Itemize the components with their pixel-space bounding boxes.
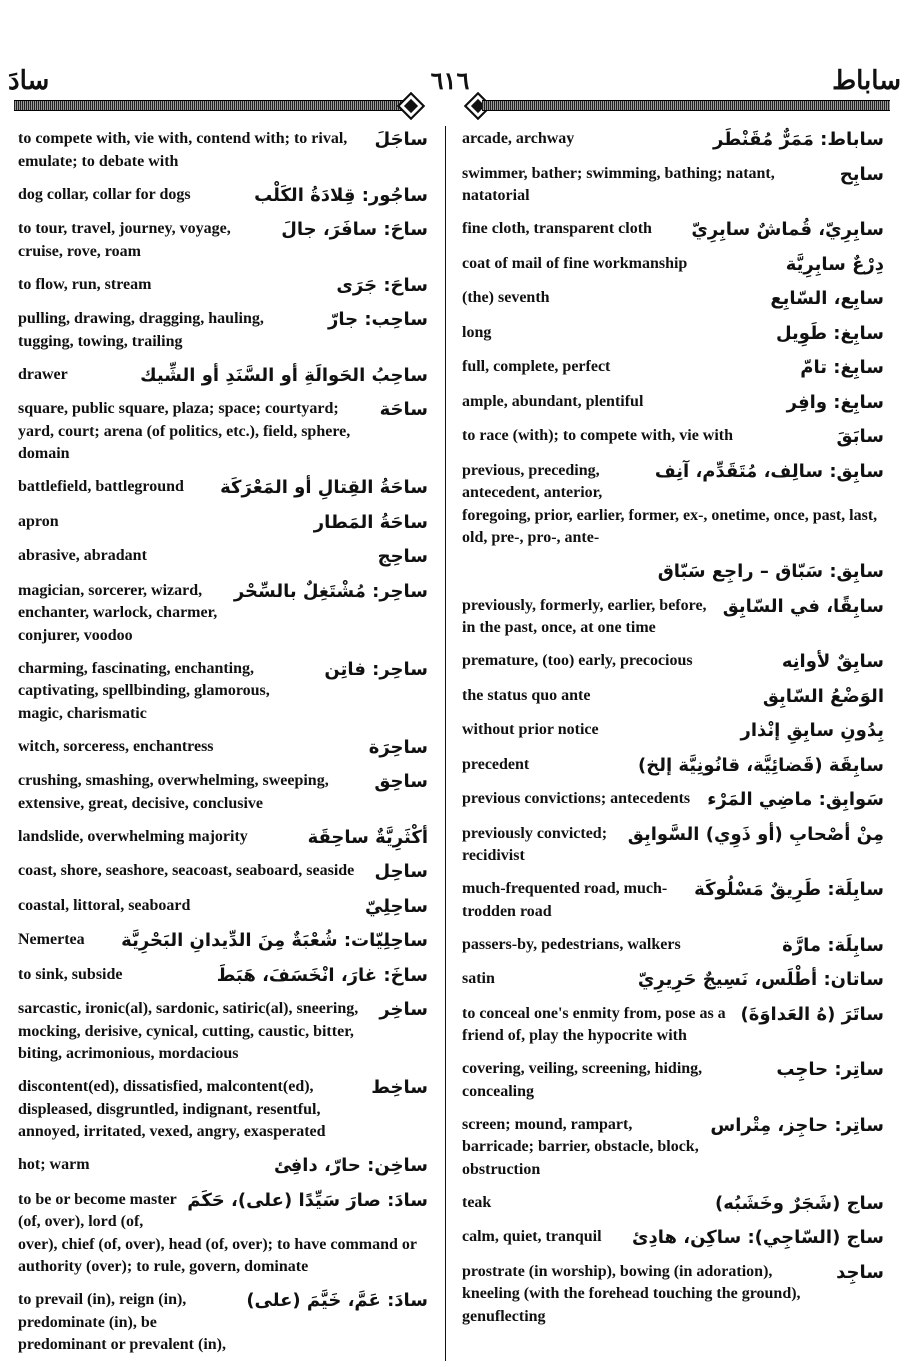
dictionary-entry — [462, 253, 884, 277]
english-definition: landslide, overwhelming majority — [18, 827, 248, 845]
english-definition: to be or become master (of, over), lord (of, over), chief (of, over), head (of, over); to have command or authority (over); to rule, govern, dominate — [18, 1190, 417, 1275]
english-definition: arcade, archway — [462, 130, 575, 147]
dictionary-entry — [18, 1076, 428, 1144]
dictionary-entry — [462, 425, 884, 449]
arabic-headword: ساتِر: حاجِز، مِتْراس — [710, 1114, 884, 1136]
english-definition: to conceal one's enmity from, pose as a friend of, play the hypocrite with — [462, 1004, 726, 1044]
english-definition: (the) seventh — [462, 289, 550, 306]
english-definition: the status quo ante — [462, 686, 591, 704]
arabic-headword: ساحَ: سافَرَ، جالَ — [281, 219, 428, 240]
arabic-headword: سابِغ: طَوِيل — [775, 322, 884, 344]
arabic-headword: سابِرِيّ، قُماشٌ سابِرِيّ — [691, 219, 884, 240]
arabic-headword: سابِقَة (قَضائِيَّة، قانُونِيَّة إلخ) — [638, 754, 884, 776]
english-definition: pulling, drawing, dragging, hauling, tugging, towing, trailing — [18, 310, 264, 350]
english-definition: battlefield, battleground — [18, 478, 184, 495]
header-rule-left — [14, 100, 406, 111]
arabic-headword: ساحَةُ المَطار — [313, 511, 428, 533]
dictionary-entry — [462, 719, 884, 743]
arabic-headword: ساخَ: غارَ، انْخَسَفَ، هَبَطَ — [216, 964, 428, 986]
dictionary-entry — [462, 218, 884, 242]
english-definition: full, complete, perfect — [462, 358, 611, 375]
english-definition: drawer — [18, 365, 68, 383]
arabic-headword: ساج (شَجَرٌ وخَشَبُه) — [714, 1192, 884, 1214]
arabic-headword: ساحِق — [374, 771, 428, 792]
english-definition: much-frequented road, much-trodden road — [462, 880, 668, 920]
arabic-headword: مِنْ أصْحابِ (أو ذَوِي) السَّوابِق — [627, 823, 884, 845]
english-definition: previous, preceding, antecedent, anterior, foregoing, prior, earlier, former, ex-, onetime, once, past, last, old, pre-, pro-, ante- — [462, 461, 878, 546]
right-column — [462, 128, 884, 1339]
english-definition: precedent — [462, 755, 530, 773]
dictionary-entry — [18, 545, 428, 569]
dictionary-entry — [462, 968, 884, 992]
dictionary-entry — [462, 685, 884, 709]
english-definition: prostrate (in worship), bowing (in adoration), kneeling (with the forehead touching the ground), genuflecting — [462, 1262, 801, 1325]
arabic-headword: سابِقٌ لأوانِه — [781, 651, 884, 672]
english-definition: apron — [18, 512, 59, 530]
english-definition: to compete with, vie with, contend with; to rival, emulate; to debate with — [18, 130, 348, 170]
arabic-headword: ساحِب: جارّ — [327, 309, 428, 330]
dictionary-entry — [18, 511, 428, 535]
dictionary-entry — [18, 184, 428, 208]
dictionary-entry — [18, 736, 428, 760]
dictionary-entry — [462, 823, 884, 868]
english-definition: coastal, littoral, seaboard — [18, 896, 191, 914]
dictionary-entry — [18, 476, 428, 500]
english-definition: ample, abundant, plentiful — [462, 392, 644, 410]
english-definition: to sink, subside — [18, 965, 123, 983]
dictionary-entry — [462, 287, 884, 311]
english-definition: crushing, smashing, overwhelming, sweeping, extensive, great, decisive, conclusive — [18, 772, 329, 812]
english-definition: coat of mail of fine workmanship — [462, 254, 688, 272]
arabic-headword: ساحَ: جَرَى — [336, 274, 428, 296]
arabic-headword: ساحِل — [374, 861, 428, 882]
english-definition: teak — [462, 1193, 492, 1211]
dictionary-entry — [462, 934, 884, 958]
arabic-headword: ساحِلِيّات: شُعْبَةٌ مِنَ الدِّيدانِ البَحْرِيَّة — [121, 930, 428, 951]
arabic-headword: ساتِر: حاجِب — [776, 1059, 884, 1080]
english-definition: premature, (too) early, precocious — [462, 652, 693, 669]
arabic-headword: ساجِد — [836, 1261, 884, 1283]
arabic-headword: ساخِط — [371, 1077, 428, 1098]
dictionary-entry — [462, 356, 884, 380]
arabic-headword: ساحِلِيّ — [365, 895, 428, 917]
arabic-headword: سَوابِق: ماضِي المَرْء — [707, 789, 884, 810]
arabic-headword: سابِق: سَبّاق – راجِع سَبّاق — [657, 561, 884, 582]
english-definition: without prior notice — [462, 721, 599, 738]
arabic-headword: ساحِج — [377, 546, 428, 567]
dictionary-entry — [18, 580, 428, 648]
left-column — [18, 128, 428, 1367]
dictionary-entry — [18, 1189, 428, 1279]
dictionary-entry — [462, 560, 884, 584]
arabic-headword: ساجَلَ — [374, 129, 428, 150]
arabic-headword: ساباط: مَمَرٌّ مُقَنْطَر — [713, 129, 884, 150]
dictionary-entry — [18, 308, 428, 353]
dictionary-entry — [18, 398, 428, 466]
english-definition: dog collar, collar for dogs — [18, 185, 191, 203]
dictionary-entry — [462, 1114, 884, 1182]
page-number: ٦١٦ — [430, 66, 470, 95]
english-definition: magician, sorcerer, wizard, enchanter, warlock, charmer, conjurer, voodoo — [18, 581, 218, 644]
header-rule-right — [482, 100, 890, 111]
arabic-headword: ساحَةُ القِتالِ أو المَعْرَكَة — [220, 477, 428, 498]
dictionary-entry — [18, 860, 428, 884]
english-definition: long — [462, 323, 492, 341]
arabic-headword: ساحِر: مُشْتَغِلٌ بالسِّحْر — [233, 580, 428, 602]
arabic-headword: ساخِر — [379, 999, 428, 1020]
arabic-headword: ساتان: أطْلَس، نَسِيجٌ حَرِيرِيّ — [637, 969, 884, 990]
english-definition: sarcastic, ironic(al), sardonic, satiric(al), sneering, mocking, derisive, cynical, cutting, caustic, bitter, biting, acrimonious, mordacious — [18, 1000, 359, 1062]
dictionary-entry — [462, 128, 884, 152]
english-definition: swimmer, bather; swimming, bathing; natant, natatorial — [462, 164, 775, 204]
arabic-headword: ساخِن: حارّ، دافِئ — [274, 1155, 428, 1176]
arabic-headword: سابِغ: وافِر — [786, 391, 884, 413]
dictionary-entry — [18, 128, 428, 173]
arabic-headword: سابِغ: تامّ — [800, 357, 884, 378]
english-definition: coast, shore, seashore, seacoast, seaboard, seaside — [18, 862, 355, 879]
header-guide-word-right: ساباط — [832, 66, 901, 96]
english-definition: previous convictions; antecedents — [462, 790, 691, 807]
arabic-headword: سادَ: عَمَّ، خَيَّمَ (على) — [246, 1290, 428, 1311]
dictionary-entry — [18, 1154, 428, 1178]
arabic-headword: سابِقًا، في السّابِق — [722, 595, 884, 617]
english-definition: fine cloth, transparent cloth — [462, 220, 652, 237]
dictionary-entry — [18, 998, 428, 1066]
arabic-headword: ساحِرَة — [368, 736, 428, 758]
dictionary-entry — [462, 1192, 884, 1216]
english-definition: satin — [462, 970, 495, 987]
arabic-headword: ساحِبُ الحَوالَةِ أو السَّنَدِ أو الشِّيك — [140, 364, 428, 386]
english-definition: to flow, run, stream — [18, 275, 152, 293]
arabic-headword: سابِلَة: طَرِيقٌ مَسْلُوكَة — [694, 879, 884, 900]
dictionary-entry — [462, 878, 884, 923]
english-definition: to race (with); to compete with, vie with — [462, 427, 734, 444]
english-definition: passers-by, pedestrians, walkers — [462, 935, 681, 953]
arabic-headword: الوَضْعُ السّابِق — [762, 685, 884, 707]
english-definition: previously, formerly, earlier, before, in the past, once, at one time — [462, 596, 707, 636]
arabic-headword: دِرْعٌ سابِرِيَّة — [785, 253, 884, 275]
dictionary-entry — [18, 895, 428, 919]
arabic-headword: ساحِر: فاتِن — [324, 658, 428, 680]
dictionary-entry — [462, 754, 884, 778]
english-definition: covering, veiling, screening, hiding, concealing — [462, 1060, 703, 1100]
english-definition: discontent(ed), dissatisfied, malcontent(ed), displeased, disgruntled, indignant, resentful, annoyed, irritated, vexed, angry, exasperated — [18, 1078, 326, 1140]
dictionary-entry — [462, 322, 884, 346]
dictionary-entry — [462, 1261, 884, 1329]
header-guide-word-left: سادَ — [8, 66, 50, 96]
english-definition: square, public square, plaza; space; courtyard; yard, court; arena (of politics, etc.), field, sphere, domain — [18, 400, 351, 462]
dictionary-entry — [18, 218, 428, 263]
dictionary-entry — [18, 274, 428, 298]
english-definition: hot; warm — [18, 1156, 90, 1173]
english-definition: witch, sorceress, enchantress — [18, 737, 214, 755]
dictionary-entry — [18, 929, 428, 953]
column-divider — [445, 126, 446, 1361]
dictionary-entry — [18, 1289, 428, 1357]
dictionary-entry — [462, 460, 884, 550]
arabic-headword: سابِع، السّابِع — [770, 288, 884, 309]
english-definition: Nemertea — [18, 931, 85, 948]
dictionary-entry — [18, 364, 428, 388]
dictionary-entry — [462, 1226, 884, 1250]
arabic-headword: سادَ: صارَ سَيِّدًا (على)، حَكَمَ — [187, 1189, 428, 1211]
dictionary-entry — [18, 826, 428, 850]
arabic-headword: بِدُونِ سابِقِ إنْذار — [740, 720, 884, 741]
arabic-headword: سابَقَ — [836, 426, 884, 447]
arabic-headword: ساتَرَ (هُ العَداوَةَ) — [740, 1003, 884, 1025]
arabic-headword: سابِق: سالِف، مُتَقَدِّم، آنِف — [654, 460, 884, 482]
english-definition: charming, fascinating, enchanting, captivating, spellbinding, glamorous, magic, charismatic — [18, 659, 270, 722]
dictionary-entry — [462, 1003, 884, 1048]
arabic-headword: ساحَة — [379, 399, 428, 420]
dictionary-entry — [462, 163, 884, 208]
dictionary-entry — [18, 658, 428, 726]
dictionary-entry — [18, 964, 428, 988]
diamond-ornament-left-icon — [397, 92, 425, 120]
english-definition: calm, quiet, tranquil — [462, 1228, 602, 1245]
dictionary-entry — [462, 650, 884, 674]
dictionary-entry — [462, 595, 884, 640]
dictionary-entry — [462, 391, 884, 415]
english-definition: screen; mound, rampart, barricade; barrier, obstacle, block, obstruction — [462, 1115, 699, 1178]
arabic-headword: سابِح — [839, 163, 884, 185]
dictionary-entry — [462, 788, 884, 812]
arabic-headword: ساجُور: قِلادَةُ الكَلْب — [254, 184, 428, 206]
english-definition: to prevail (in), reign (in), predominate (in), be predominant or prevalent (in), — [18, 1291, 227, 1353]
dictionary-entry — [18, 770, 428, 815]
arabic-headword: سابِلَة: مارَّة — [782, 934, 884, 956]
english-definition: previously convicted; recidivist — [462, 824, 608, 864]
dictionary-entry — [462, 1058, 884, 1103]
arabic-headword: أكْثَرِيَّةٌ ساحِقَة — [307, 826, 428, 848]
english-definition: abrasive, abradant — [18, 547, 147, 564]
english-definition: to tour, travel, journey, voyage, cruise, rove, roam — [18, 220, 231, 260]
arabic-headword: ساج (السّاجِي): ساكِن، هادِئ — [631, 1227, 884, 1248]
